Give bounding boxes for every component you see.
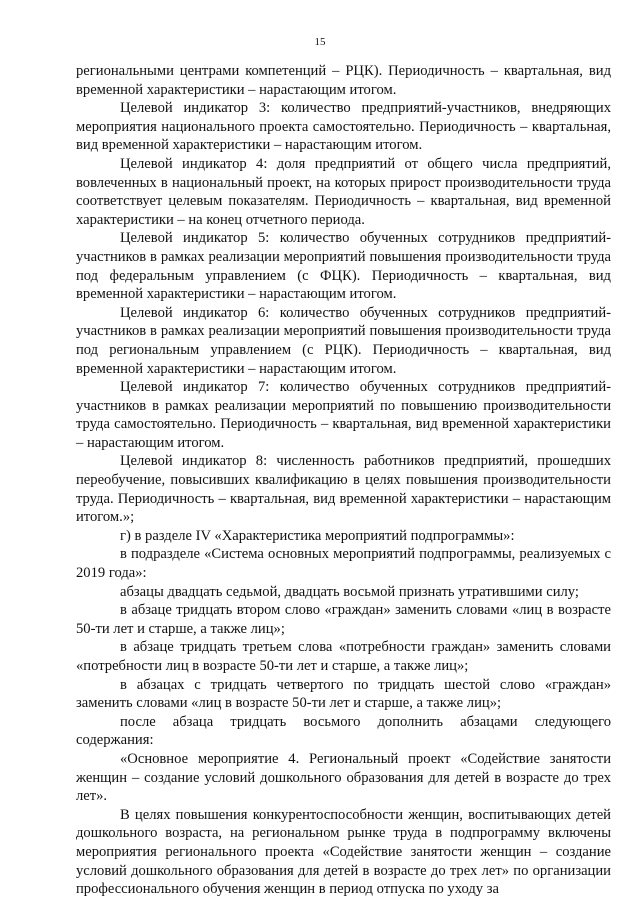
paragraph: абзацы двадцать седьмой, двадцать восьмой признать утратившими силу; — [120, 583, 579, 600]
paragraph: в абзацах с тридцать четвертого по тридцать шестой слово «граждан» заменить словами «лиц в возрасте 50-ти лет и старше, а также лиц»; — [76, 676, 611, 712]
paragraph: Целевой индикатор 6: количество обученных сотрудников предприятий-участников в рамках реализации мероприятий повышения производительности труда под региональным управлением (с РЦК). Периодичность – квартальная, вид временной характеристики – нарастающим итогом. — [76, 304, 611, 377]
paragraph: после абзаца тридцать восьмого дополнить абзацами следующего содержания: — [76, 713, 611, 749]
paragraph: Целевой индикатор 4: доля предприятий от общего числа предприятий, вовлеченных в национальный проект, на которых прирост производительности труда соответствует целевым показателям. Периодичность – квартальная, вид временной характеристики – на конец отчетного периода. — [76, 155, 611, 228]
paragraph: региональными центрами компетенций – РЦК). Периодичность – квартальная, вид временной характеристики – нарастающим итогом. — [76, 63, 611, 98]
paragraph: г) в разделе IV «Характеристика мероприятий подпрограммы»: — [120, 527, 515, 544]
paragraph: Целевой индикатор 8: численность работников предприятий, прошедших переобучение, повысивших квалификацию в целях повышения производительности труда. Периодичность – квартальная, вид временной характеристики – нарастающим итогом.»; — [76, 453, 611, 526]
paragraph: в подразделе «Система основных мероприятий подпрограммы, реализуемых с 2019 года»: — [76, 546, 611, 582]
paragraph: в абзаце тридцать третьем слова «потребности граждан» заменить словами «потребности лиц в возрасте 50-ти лет и старше, а также лиц»; — [76, 639, 611, 674]
paragraph: в абзаце тридцать втором слово «граждан» заменить словами «лиц в возрасте 50-ти лет и старше, а также лиц»; — [76, 602, 611, 637]
paragraph: В целях повышения конкурентоспособности женщин, воспитывающих детей дошкольного возраста, на региональном рынке труда в подпрограмму включены мероприятия регионального проекта «Содействие занятости женщин – создание условий дошкольного образования для детей в возрасте до трех лет» по организации профессионального обучения женщин в период отпуска по уходу за — [76, 806, 611, 898]
paragraph: Целевой индикатор 3: количество предприятий-участников, внедряющих мероприятия национального проекта самостоятельно. Периодичность – квартальная, вид временной характеристики – нарастающим итогом. — [76, 100, 611, 154]
page-number: 15 — [314, 36, 326, 48]
paragraph: Целевой индикатор 7: количество обученных сотрудников предприятий-участников в рамках реализации мероприятий по повышению производительности труда самостоятельно. Периодичность – квартальная, вид временной характеристики – нарастающим итогом. — [76, 379, 611, 451]
paragraph: «Основное мероприятие 4. Региональный проект «Содействие занятости женщин – создание условий дошкольного образования для детей в возрасте до трех лет». — [76, 750, 611, 805]
document-body — [76, 62, 611, 899]
paragraph: Целевой индикатор 5: количество обученных сотрудников предприятий-участников в рамках реализации мероприятий повышения производительности труда под федеральным управлением (с ФЦК). Периодичность – квартальная, вид временной характеристики – нарастающим итогом. — [76, 230, 611, 303]
